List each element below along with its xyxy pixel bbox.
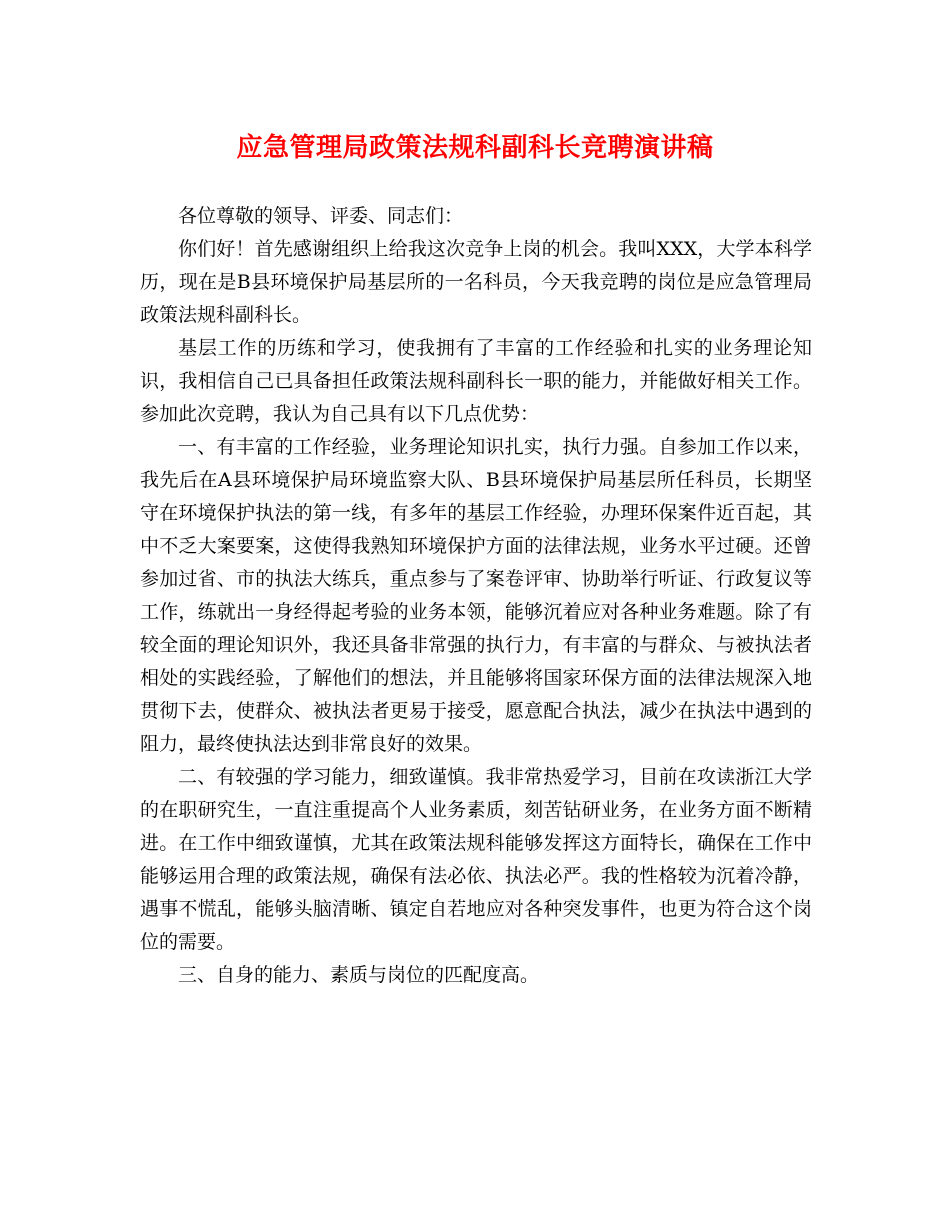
paragraph-advantage-three: 三、自身的能力、素质与岗位的匹配度高。 — [178, 964, 540, 986]
paragraph-overview: 基层工作的历练和学习，使我拥有了丰富的工作经验和扎实的业务理论知识，我相信自己已具备担任政策法规科副科长一职的能力，并能做好相关工作。参加此次竞聘，我认为自己具有以下几点优势： — [140, 337, 812, 425]
document-body — [140, 200, 812, 992]
paragraph-introduction: 你们好！首先感谢组织上给我这次竞争上岗的机会。我叫XXX，大学本科学历，现在是B县环境保护局基层所的一名科员，今天我竞聘的岗位是应急管理局政策法规科副科长。 — [140, 238, 812, 326]
paragraph-advantage-two: 二、有较强的学习能力，细致谨慎。我非常热爱学习，目前在攻读浙江大学的在职研究生，一直注重提高个人业务素质，刻苦钻研业务，在业务方面不断精进。在工作中细致谨慎，尤其在政策法规科能够发挥这方面特长，确保在工作中能够运用合理的政策法规，确保有法必依、执法必严。我的性格较为沉着冷静，遇事不慌乱，能够头脑清晰、镇定自若地应对各种突发事件，也更为符合这个岗位的需要。 — [140, 766, 812, 953]
paragraph-salutation: 各位尊敬的领导、评委、同志们： — [178, 205, 464, 227]
paragraph-advantage-one: 一、有丰富的工作经验，业务理论知识扎实，执行力强。自参加工作以来，我先后在A县环境保护局环境监察大队、B县环境保护局基层所任科员，长期坚守在环境保护执法的第一线，有多年的基层工作经验，办理环保案件近百起，其中不乏大案要案，这使得我熟知环境保护方面的法律法规，业务水平过硬。还曾参加过省、市的执法大练兵，重点参与了案卷评审、协助举行听证、行政复议等工作，练就出一身经得起考验的业务本领，能够沉着应对各种业务难题。除了有较全面的理论知识外，我还具备非常强的执行力，有丰富的与群众、与被执法者相处的实践经验，了解他们的想法，并且能够将国家环保方面的法律法规深入地贯彻下去，使群众、被执法者更易于接受，愿意配合执法，减少在执法中遇到的阻力，最终使执法达到非常良好的效果。 — [140, 436, 812, 755]
document-title: 应急管理局政策法规科副科长竞聘演讲稿 — [236, 133, 714, 163]
